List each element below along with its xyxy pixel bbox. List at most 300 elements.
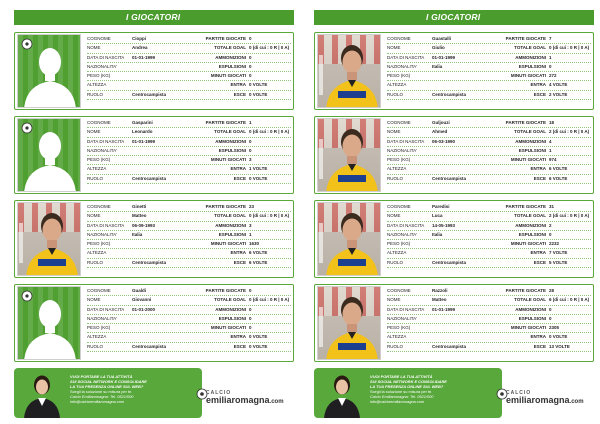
player-photo-icon [18,203,81,276]
field-label-ruolo: RUOLO [87,343,104,349]
field-value-data_nascita: 01-01-1999 [132,54,156,60]
field-label-cognome: COGNOME [87,288,111,293]
field-value-partite: 7 [549,36,552,41]
field-label-peso: PESO (KG) [87,325,111,331]
field-value-altezza [132,333,179,341]
player-stats [387,35,591,100]
field-label-data_nascita: DATA DI NASCITA [387,54,425,60]
field-label-data_nascita: DATA DI NASCITA [387,306,425,312]
field-label-nazionalita: NAZIONALITA' [87,63,118,69]
field-value-data_nascita: 06-09-1993 [132,222,156,228]
stat-row [87,35,291,44]
field-label-data_nascita: DATA DI NASCITA [87,138,125,144]
stat-row [387,287,591,296]
field-value-peso [432,240,479,248]
field-value-nome: Ahmed [432,129,448,135]
field-value-cognome: Cioppi [132,36,146,41]
player-photo [17,286,81,360]
field-value-minuti: 1630 [249,241,260,247]
field-value-ruolo: Centrocampista [432,259,467,265]
field-value-gol: 0 (di cui : 0 R | 0 A) [249,213,290,219]
field-label-minuti: MINUTI GIOCATI [210,325,246,331]
field-label-cognome: COGNOME [387,120,411,125]
field-label-gol: TOTALE GOAL [214,213,246,219]
field-value-cognome: Guastalli [432,36,452,41]
field-value-ammonizioni: 3 [249,222,252,228]
field-value-minuti: 3 [249,157,252,163]
stat-row [87,203,291,212]
field-value-esce: 6 VOLTE [249,259,268,265]
stat-row [387,91,591,100]
stat-row [87,222,291,231]
field-label-minuti: MINUTI GIOCATI [510,157,546,163]
field-label-gol: TOTALE GOAL [514,45,546,51]
field-label-partite: PARTITE GIOCATE [505,120,546,125]
field-value-ruolo: Centrocampista [432,343,467,349]
stat-row [387,175,591,184]
field-value-altezza [132,81,179,89]
field-label-ammonizioni: AMMONIZIONI [215,54,246,60]
page-left [14,10,294,418]
player-card [14,200,294,278]
stat-row [387,259,591,268]
stat-row [87,296,291,305]
brand-top: CALCIO [506,390,532,396]
stat-row [87,54,291,63]
ad-line: LA TUA PRESENZA ONLINE SUL WEB? [70,384,144,390]
stat-row [387,138,591,147]
field-value-minuti: 0 [249,73,252,79]
field-value-entra: 6 VOLTE [549,166,568,172]
player-photo-icon [318,203,381,276]
player-photo [17,202,81,276]
stat-row [387,203,591,212]
stat-row [87,333,291,342]
field-label-minuti: MINUTI GIOCATI [210,157,246,163]
field-value-espulsioni: 1 [249,231,252,237]
field-label-espulsioni: ESPULSIONI [218,315,246,321]
field-label-gol: TOTALE GOAL [214,45,246,51]
brand-name: emiliaromagna [506,395,570,405]
field-label-data_nascita: DATA DI NASCITA [87,54,125,60]
stat-row [387,231,591,240]
section-title: I GIOCATORI [14,10,294,25]
field-value-partite: 28 [549,288,555,293]
player-photo [317,34,381,108]
brand-logo [504,390,594,410]
field-value-minuti: 2232 [549,241,560,247]
field-label-nazionalita: NAZIONALITA' [87,147,118,153]
field-value-gol: 6 (di cui : 0 R | 0 A) [549,297,590,303]
stat-row [387,306,591,315]
field-value-nazionalita [132,315,179,323]
field-value-nazionalita [432,147,479,155]
field-label-peso: PESO (KG) [87,241,111,247]
ad-line: VUOI PORTARE LA TUA ATTIVITÀ [70,374,133,379]
field-value-ammonizioni: 1 [549,54,552,60]
field-value-minuti: 272 [549,73,557,79]
field-value-nazionalita: Italia [432,63,443,69]
brand-main [206,395,284,405]
field-value-esce: 6 VOLTE [549,175,568,181]
field-value-partite: 1 [249,120,252,125]
player-stats [87,35,291,100]
player-stats [87,287,291,352]
field-label-ammonizioni: AMMONIZIONI [215,306,246,312]
field-value-nome: Leonardo [132,129,153,135]
field-value-altezza [132,165,179,173]
player-card [314,32,594,110]
field-value-nazionalita [132,147,179,155]
field-label-ruolo: RUOLO [387,91,404,97]
field-label-altezza: ALTEZZA [87,166,107,172]
field-value-ruolo: Centrocampista [132,91,167,97]
field-label-entra: ENTRA [530,166,546,172]
stat-row [387,212,591,221]
stat-row [387,156,591,165]
stat-row [387,315,591,324]
ad-line: VUOI PORTARE LA TUA ATTIVITÀ [370,374,433,379]
field-label-ammonizioni: AMMONIZIONI [215,222,246,228]
field-value-cognome: Gasparini [132,120,153,125]
field-value-espulsioni: 0 [549,315,552,321]
field-value-peso [432,72,479,80]
ad-box [14,368,202,418]
field-label-altezza: ALTEZZA [387,250,407,256]
field-label-altezza: ALTEZZA [387,334,407,340]
field-label-espulsioni: ESPULSIONI [518,63,546,69]
stat-row [87,147,291,156]
field-value-entra: 0 VOLTE [249,82,268,88]
field-value-espulsioni: 0 [249,147,252,153]
field-value-entra: 0 VOLTE [249,334,268,340]
field-value-ruolo: Centrocampista [132,175,167,181]
field-label-nome: NOME [387,297,401,303]
field-value-minuti: 2305 [549,325,560,331]
field-value-altezza [432,165,479,173]
field-label-altezza: ALTEZZA [87,82,107,88]
field-value-peso [432,324,479,332]
field-value-nazionalita: Italia [432,231,443,237]
player-photo [317,118,381,192]
field-label-espulsioni: ESPULSIONI [218,147,246,153]
ad-line: Calcio Emiliaromagna: Tel. 0521/000 [70,394,134,400]
stat-row [387,240,591,249]
field-value-esce: 5 VOLTE [549,259,568,265]
field-value-nome: Matteo [432,297,447,303]
field-label-gol: TOTALE GOAL [514,213,546,219]
stat-row [387,333,591,342]
stat-row [387,165,591,174]
field-label-ammonizioni: AMMONIZIONI [515,54,546,60]
player-stats [387,287,591,352]
woman-illustration [14,368,70,418]
player-card [314,116,594,194]
field-value-espulsioni: 1 [549,147,552,153]
field-label-partite: PARTITE GIOCATE [205,120,246,125]
field-label-minuti: MINUTI GIOCATI [210,73,246,79]
field-label-nazionalita: NAZIONALITA' [387,315,418,321]
stat-row [87,72,291,81]
stat-row [387,81,591,90]
player-photo [317,202,381,276]
field-label-esce: ESCE [233,343,246,349]
stat-row [87,175,291,184]
stat-row [87,63,291,72]
field-label-cognome: COGNOME [87,204,111,209]
field-label-gol: TOTALE GOAL [214,129,246,135]
brand-main [506,395,584,405]
field-value-partite: 23 [249,204,255,209]
stat-row [387,44,591,53]
field-label-data_nascita: DATA DI NASCITA [87,306,125,312]
field-label-esce: ESCE [233,91,246,97]
player-photo-icon [318,287,381,360]
stat-row [387,119,591,128]
field-label-data_nascita: DATA DI NASCITA [387,222,425,228]
player-stats [387,203,591,268]
field-value-minuti: 0 [249,325,252,331]
stat-row [87,324,291,333]
field-label-entra: ENTRA [230,82,246,88]
stat-row [387,54,591,63]
field-label-espulsioni: ESPULSIONI [218,231,246,237]
field-label-esce: ESCE [533,175,546,181]
brand-logo [204,390,294,410]
player-photo [17,34,81,108]
ad-line: info@calcioemiliaromagna.com [70,399,125,405]
field-value-espulsioni: 0 [249,63,252,69]
field-value-nome: Andrea [132,45,148,51]
field-label-partite: PARTITE GIOCATE [505,204,546,209]
player-photo [17,118,81,192]
field-value-gol: 2 (di cui : 0 R | 0 A) [549,129,590,135]
field-value-ruolo: Centrocampista [432,91,467,97]
field-label-ruolo: RUOLO [387,175,404,181]
field-value-peso [132,240,179,248]
field-value-nome: Giovanni [132,297,152,303]
player-photo [317,286,381,360]
field-value-altezza [432,81,479,89]
field-value-peso [132,72,179,80]
player-stats [87,119,291,184]
ad-line: Scegli la soluzione su misura per te. [70,389,133,395]
stat-row [87,165,291,174]
ad-line: Scegli la soluzione su misura per te. [370,389,433,395]
field-value-espulsioni: 0 [549,63,552,69]
field-label-peso: PESO (KG) [387,157,411,163]
field-value-nome: Giulio [432,45,445,51]
field-value-cognome: Guljouzi [432,120,450,125]
field-label-esce: ESCE [233,175,246,181]
field-label-ruolo: RUOLO [87,175,104,181]
stat-row [87,119,291,128]
stat-row [87,231,291,240]
field-label-altezza: ALTEZZA [387,166,407,172]
page-right [314,10,594,418]
field-value-esce: 0 VOLTE [249,91,268,97]
stat-row [87,306,291,315]
field-value-data_nascita: 01-01-1999 [132,138,156,144]
field-value-altezza [432,333,479,341]
field-label-nome: NOME [87,213,101,219]
field-label-partite: PARTITE GIOCATE [205,36,246,41]
ad-banner [14,368,294,418]
field-label-esce: ESCE [533,91,546,97]
field-value-cognome: Razzoli [432,288,448,293]
player-photo-icon [318,35,381,108]
field-value-ammonizioni: 0 [549,306,552,312]
field-label-espulsioni: ESPULSIONI [518,231,546,237]
stat-row [87,249,291,258]
stat-row [87,287,291,296]
field-value-ruolo: Centrocampista [432,175,467,181]
field-value-ammonizioni: 0 [249,54,252,60]
ad-line: Calcio Emiliaromagna: Tel. 0521/000 [370,394,434,400]
field-label-cognome: COGNOME [387,204,411,209]
field-label-nazionalita: NAZIONALITA' [87,231,118,237]
field-value-ammonizioni: 2 [549,222,552,228]
ad-line: SUI SOCIAL NETWORK E CONSOLIDARE [370,379,447,385]
field-value-partite: 0 [249,288,252,293]
field-label-esce: ESCE [533,343,546,349]
field-value-esce: 2 VOLTE [549,91,568,97]
stat-row [87,81,291,90]
field-value-partite: 31 [549,204,555,209]
field-value-gol: 0 (di cui : 0 R | 0 A) [549,45,590,51]
field-label-partite: PARTITE GIOCATE [505,288,546,293]
stat-row [387,324,591,333]
field-value-gol: 2 (di cui : 0 R | 0 A) [549,213,590,219]
stat-row [87,44,291,53]
field-value-esce: 0 VOLTE [249,175,268,181]
field-label-cognome: COGNOME [87,36,111,41]
field-label-altezza: ALTEZZA [87,250,107,256]
field-label-peso: PESO (KG) [87,73,111,79]
field-label-espulsioni: ESPULSIONI [218,63,246,69]
player-card [14,116,294,194]
field-label-nome: NOME [87,129,101,135]
field-value-partite: 0 [249,36,252,41]
field-value-cognome: Gualdi [132,288,147,293]
field-label-minuti: MINUTI GIOCATI [510,241,546,247]
field-value-data_nascita: 01-01-1999 [432,54,456,60]
field-value-gol: 0 (di cui : 0 R | 0 A) [249,45,290,51]
stat-row [87,240,291,249]
ad-box [314,368,502,418]
brand-tld: .com [269,399,284,405]
player-card [14,284,294,362]
field-label-data_nascita: DATA DI NASCITA [87,222,125,228]
field-value-ammonizioni: 4 [549,138,552,144]
field-value-nazionalita: Italia [132,231,143,237]
stat-row [87,343,291,352]
player-silhouette-icon [18,119,81,192]
field-label-gol: TOTALE GOAL [514,129,546,135]
field-label-minuti: MINUTI GIOCATI [510,73,546,79]
field-label-peso: PESO (KG) [87,157,111,163]
field-value-peso [432,156,479,164]
field-label-peso: PESO (KG) [387,241,411,247]
field-value-data_nascita: 14-05-1993 [432,222,456,228]
field-label-ruolo: RUOLO [387,343,404,349]
field-label-minuti: MINUTI GIOCATI [510,325,546,331]
field-label-ammonizioni: AMMONIZIONI [515,138,546,144]
field-label-nazionalita: NAZIONALITA' [387,63,418,69]
field-label-espulsioni: ESPULSIONI [518,315,546,321]
field-value-data_nascita: 01-01-2000 [132,306,156,312]
player-silhouette-icon [18,287,81,360]
stat-row [87,315,291,324]
field-value-peso [132,324,179,332]
field-label-ammonizioni: AMMONIZIONI [215,138,246,144]
field-value-entra: 7 VOLTE [549,250,568,256]
brand-tld: .com [569,399,584,405]
field-value-espulsioni: 0 [549,231,552,237]
woman-illustration [314,368,370,418]
stat-row [387,249,591,258]
field-label-ammonizioni: AMMONIZIONI [515,222,546,228]
field-label-entra: ENTRA [230,334,246,340]
field-value-ruolo: Centrocampista [132,259,167,265]
stat-row [387,222,591,231]
stat-row [87,259,291,268]
field-value-altezza [132,249,179,257]
field-value-partite: 18 [549,120,555,125]
section-title: I GIOCATORI [314,10,594,25]
ad-text [370,374,498,405]
field-value-entra: 1 VOLTE [249,166,268,172]
field-value-nome: Matteo [132,213,147,219]
field-label-ruolo: RUOLO [387,259,404,265]
field-value-altezza [432,249,479,257]
field-value-esce: 0 VOLTE [249,343,268,349]
brand-name: emiliaromagna [206,395,270,405]
field-label-minuti: MINUTI GIOCATI [210,241,246,247]
stat-row [387,63,591,72]
field-label-nazionalita: NAZIONALITA' [387,231,418,237]
field-value-cognome: Ginetti [132,204,147,209]
stat-row [387,72,591,81]
ad-line: LA TUA PRESENZA ONLINE SUL WEB? [370,384,444,390]
field-value-entra: 6 VOLTE [249,250,268,256]
field-label-gol: TOTALE GOAL [214,297,246,303]
field-value-ruolo: Centrocampista [132,343,167,349]
field-label-entra: ENTRA [230,166,246,172]
ad-banner [314,368,594,418]
field-value-data_nascita: 01-01-1999 [432,306,456,312]
stat-row [387,296,591,305]
field-value-nazionalita [432,315,479,323]
field-value-espulsioni: 0 [249,315,252,321]
brand-top: CALCIO [206,390,232,396]
field-label-altezza: ALTEZZA [87,334,107,340]
field-value-minuti: 974 [549,157,557,163]
field-label-ruolo: RUOLO [87,91,104,97]
field-label-nome: NOME [387,45,401,51]
stat-row [87,128,291,137]
field-label-nome: NOME [387,213,401,219]
field-label-data_nascita: DATA DI NASCITA [387,138,425,144]
player-photo-icon [318,119,381,192]
stat-row [87,212,291,221]
field-label-ruolo: RUOLO [87,259,104,265]
player-stats [387,119,591,184]
stat-row [87,156,291,165]
field-label-nazionalita: NAZIONALITA' [387,147,418,153]
ad-line: info@calcioemiliaromagna.com [370,399,425,405]
field-label-esce: ESCE [233,259,246,265]
